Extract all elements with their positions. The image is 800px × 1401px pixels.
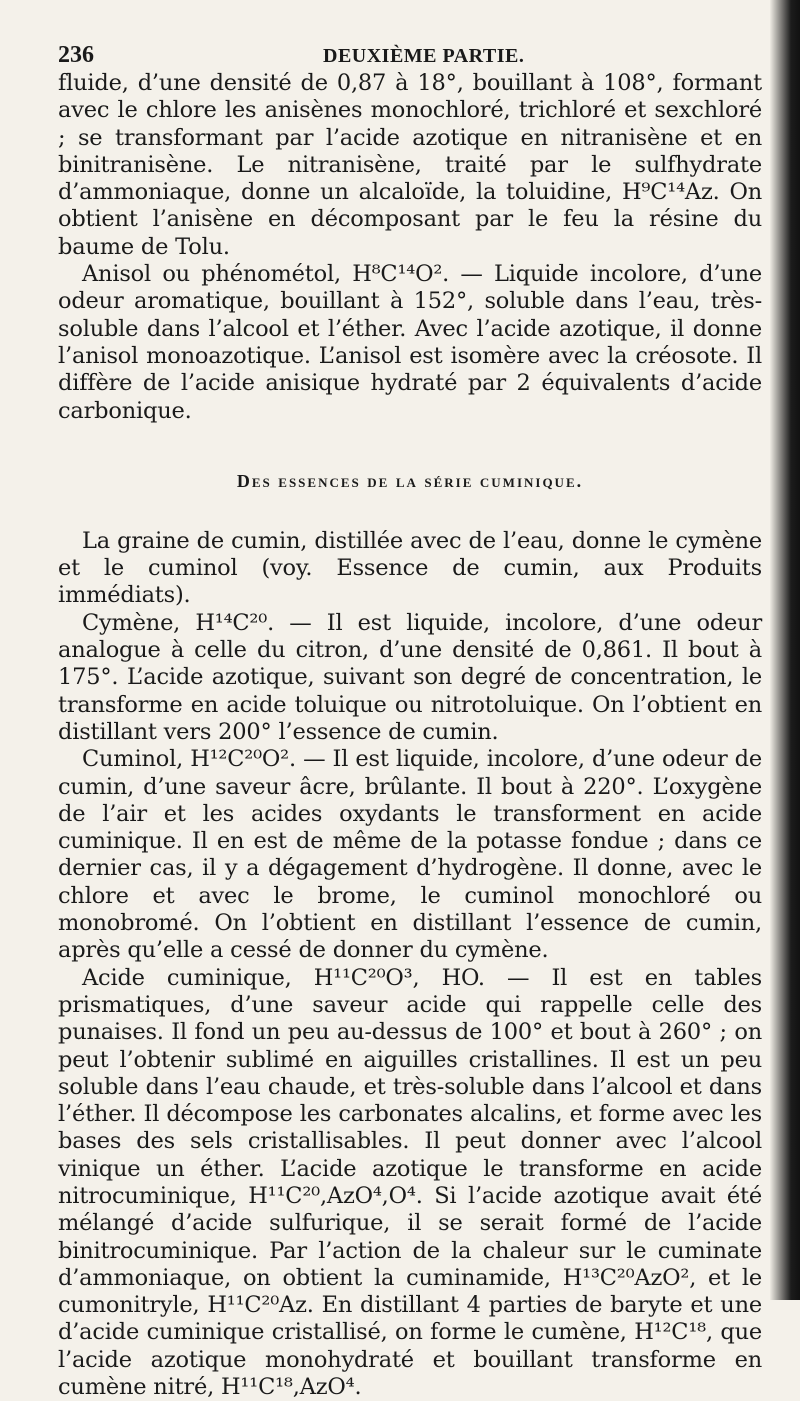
paragraph-anisol: Anisol ou phénométol, H⁸C¹⁴O². — Liquide incolore, d’une odeur aromatique, bouillant à 152°, soluble dans l’eau, très-soluble dans l’alcool et l’éther. Avec l’acide azotique, il donne l’anisol monoazotique. L’anisol est isomère avec la créosote. Il diffère de l’acide anisique hydraté par 2 équivalents d’acide carbonique. [58, 261, 762, 424]
page-edge-shadow [770, 0, 800, 1300]
book-page [58, 42, 762, 1401]
running-title: DEUXIÈME PARTIE. [323, 45, 525, 67]
paragraph-graine-de-cumin: La graine de cumin, distillée avec de l’eau, donne le cymène et le cuminol (voy. Essence de cumin, aux Produits immédiats). [58, 527, 762, 609]
page-header [58, 42, 762, 70]
paragraph-cymene: Cymène, H¹⁴C²⁰. — Il est liquide, incolore, d’une odeur analogue à celle du citron, d’une densité de 0,861. Il bout à 175°. L’acide azotique, suivant son degré de concentration, le transforme en acide toluique ou nitrotoluique. On l’obtient en distillant vers 200° l’essence de cumin. [58, 609, 762, 745]
paragraph-acide-cuminique: Acide cuminique, H¹¹C²⁰O³, HO. — Il est en tables prismatiques, d’une saveur acide qui rappelle celle des punaises. Il fond un peu au-dessus de 100° et bout à 260° ; on peut l’obtenir sublimé en aiguilles cristallines. Il est un peu soluble dans l’eau chaude, et très-soluble dans l’alcool et dans l’éther. Il décompose les carbonates alcalins, et forme avec les bases des sels cristallisables. Il peut donner avec l’alcool vinique un éther. L’acide azotique le transforme en acide nitrocuminique, H¹¹C²⁰,AzO⁴,O⁴. Si l’acide azotique avait été mélangé d’acide sulfurique, il se serait formé de l’acide binitrocuminique. Par l’action de la chaleur sur le cuminate d’ammoniaque, on obtient la cuminamide, H¹³C²⁰AzO², et le cumonitryle, H¹¹C²⁰Az. En distillant 4 parties de baryte et une d’acide cuminique cristallisé, on forme le cumène, H¹²C¹⁸, que l’acide azotique monohydraté et bouillant transforme en cumène nitré, H¹¹C¹⁸,AzO⁴. [58, 964, 762, 1401]
body-text-cuminique [58, 528, 762, 1401]
page-number: 236 [58, 42, 94, 68]
section-heading: Des essences de la série cuminique. [236, 470, 584, 491]
paragraph-cuminol: Cuminol, H¹²C²⁰O². — Il est liquide, incolore, d’une odeur de cumin, d’une saveur âcre, brûlante. Il bout à 220°. L’oxygène de l’air et les acides oxydants le transforment en acide cuminique. Il en est de même de la potasse fondue ; dans ce dernier cas, il y a dégagement d’hydrogène. Il donne, avec le chlore et avec le brome, le cuminol monochloré ou monobromé. On l’obtient en distillant l’essence de cumin, après qu’elle a cessé de donner du cymène. [58, 746, 762, 964]
body-text [58, 70, 762, 425]
paragraph-anisene-continued: fluide, d’une densité de 0,87 à 18°, bouillant à 108°, formant avec le chlore les anisènes monochloré, trichloré et sexchloré ; se transformant par l’acide azotique en nitranisène et en binitranisène. Le nitranisène, traité par le sulfhydrate d’ammoniaque, donne un alcaloïde, la toluidine, H⁹C¹⁴Az. On obtient l’anisène en décomposant par le feu la résine du baume de Tolu. [58, 70, 762, 260]
